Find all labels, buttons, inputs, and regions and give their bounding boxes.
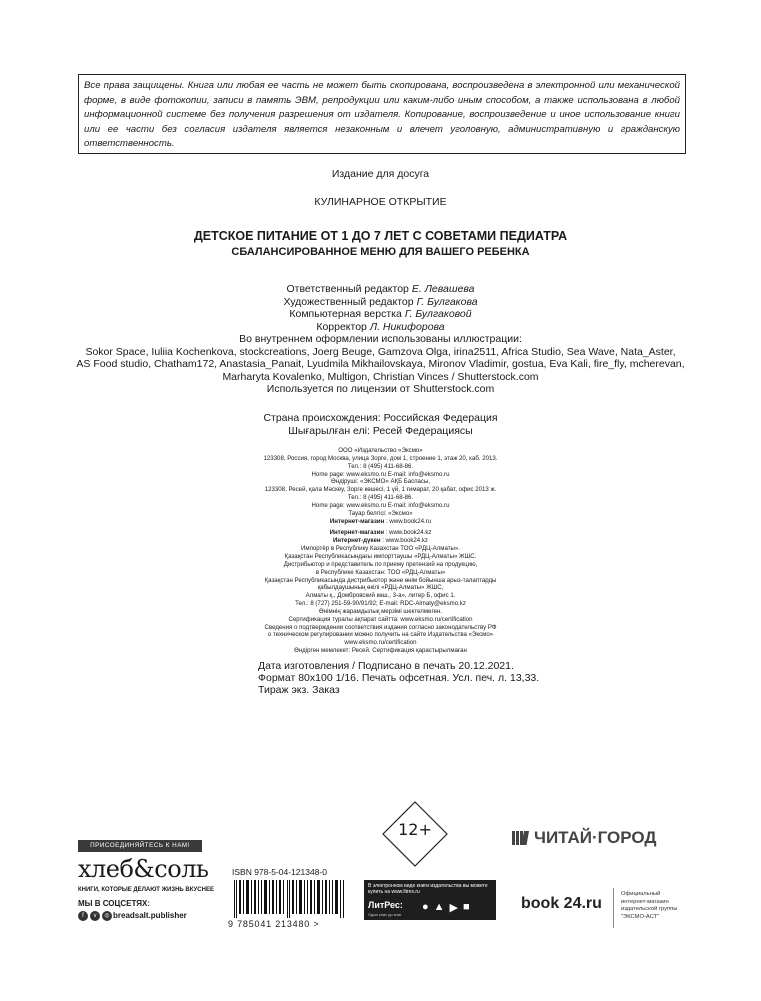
publisher-line (0, 455, 761, 463)
facebook-icon: f (78, 911, 88, 921)
publisher-line (0, 478, 761, 486)
brand-logo: хлеб&соль (78, 855, 209, 883)
credit-row (0, 283, 761, 296)
litres-line: В электронном виде книги издательства вы можете (368, 883, 488, 889)
litres-tagline: Один клик до книг (368, 912, 402, 917)
publisher-line-text: Тел.: 8 (495) 411-68-86. (347, 462, 414, 470)
publisher-line (0, 529, 761, 537)
publisher-line-text: Алматы қ., Домбровский көш., 3-а», литер Б, офис 1. (305, 592, 456, 600)
publisher-line-text: Қазақстан Республикасында дистрибьютор және өнім бойынша арыз-талаптарды (264, 576, 497, 584)
publisher-line-text: Импортёр в Республику Казахстан ТОО «РДЦ-Алматы». (301, 545, 460, 553)
credit-row (0, 296, 761, 309)
android-icon: ▲ (433, 901, 445, 913)
credit-row (0, 308, 761, 321)
publisher-line (0, 639, 761, 647)
publisher-line-text: Home page: www.eksmo.ru E-mail: info@eksmo.ru (311, 470, 450, 478)
print-format: Формат 80x100 1/16. Печать офсетная. Усл. печ. л. 13,33. (258, 672, 540, 685)
shop-text-line: интернет-магазин (621, 898, 669, 905)
copyright-notice: Все права защищены. Книга или любая ее часть не может быть скопирована, воспроизведена в электронной или механической форме, в виде фотокопии, записи в память ЭВМ, репродукции или каким-либо иным способом, а также использована в любой информационной системе без получения разрешения от издателя. Копирование, воспроизведение и иное использование книги или ее части без согласия издателя является незаконным и влечет уголовную, административную и гражданскую ответственность. (78, 74, 686, 154)
credit-name: Г. Булгаковой (404, 308, 472, 321)
illustrations-line: Sokor Space, Iuliia Kochenkova, stockcreations, Joerg Beuge, Gamzova Olga, irina2511, Africa Studio, Sea Wave, Nata_Aster, (85, 345, 676, 358)
publisher-line (0, 569, 761, 577)
credit-row (0, 321, 761, 334)
publisher-line-text: Тел.: 8 (727) 251-59-90/91/92; E-mail: RDC-Almaty@eksmo.kz (295, 600, 466, 608)
book-title: ДЕТСКОЕ ПИТАНИЕ ОТ 1 ДО 7 ЛЕТ С СОВЕТАМИ ПЕДИАТРА (193, 229, 568, 243)
illustrations-license: Используется по лицензии от Shutterstock.com (266, 383, 495, 396)
publisher-line (0, 584, 761, 592)
publisher-line (0, 447, 761, 455)
social-icons (78, 911, 112, 921)
publisher-line-text: Қазақстан Республикасындағы импорттаушы «РДЦ-Алматы» ЖШС. (284, 552, 477, 560)
credit-name: Е. Левашева (411, 283, 475, 295)
platform-icons (422, 901, 470, 914)
illustrations-line: Marharyta Kovalenko, Multigon, Christian Vinces / Shutterstock.com (222, 370, 539, 383)
print-run: Тираж экз. Заказ (258, 684, 340, 697)
publisher-line (0, 494, 761, 502)
litres-logo: ЛитРес: (368, 900, 403, 910)
publisher-info (0, 447, 761, 655)
publisher-line (0, 624, 761, 632)
publisher-line (0, 537, 761, 545)
print-info (258, 660, 539, 697)
edition-type: Издание для досуга (331, 168, 430, 180)
publisher-line (0, 561, 761, 569)
publisher-line-text: www.eksmo.ru/certification (344, 639, 417, 647)
publisher-line (0, 647, 761, 655)
publisher-line (0, 510, 761, 518)
credit-role: Ответственный редактор (286, 283, 409, 295)
age-rating: 12+ (398, 820, 432, 839)
credit-role: Корректор (316, 320, 367, 333)
instagram-icon: ◎ (102, 911, 112, 921)
origin-line: Шығарылған елі: Ресей Федерациясы (288, 424, 473, 437)
divider (613, 888, 614, 928)
publisher-line (0, 518, 761, 526)
publisher-line-label: Интернет-магазин (329, 529, 384, 537)
credits-block (0, 283, 761, 333)
shop-text-line: издательской группы (621, 906, 678, 912)
publisher-line (0, 463, 761, 471)
windows-icon: ■ (463, 901, 470, 913)
publisher-line-text: Тел.: 8 (495) 411-68-86. (347, 494, 414, 502)
publisher-line (0, 616, 761, 624)
publisher-line-label: Интернет-магазин (329, 517, 385, 525)
publisher-line-text: : www.book24.kz (380, 537, 428, 545)
shop-text-line: "ЭКСМО-АСТ" (621, 913, 660, 920)
publisher-line (0, 577, 761, 585)
publisher-line-text: о техническом регулировании можно получить на сайте Издательства «Эксмо» (267, 631, 494, 639)
book24-logo: book 24.ru (521, 895, 602, 912)
litres-line: купить на www.litres.ru (368, 889, 420, 895)
chitai-gorod-logo (512, 828, 657, 848)
publisher-line-text: Сертификация туралы ақпарат сайтта: www.eksmo.ru/certification (288, 615, 473, 623)
publisher-line (0, 631, 761, 639)
publisher-line-text: Home page: www.eksmo.ru E-mail: info@eksmo.ru (311, 501, 450, 509)
credit-role: Художественный редактор (283, 295, 414, 308)
brand-slogan: КНИГИ, КОТОРЫЕ ДЕЛАЮТ ЖИЗНЬ ВКУСНЕЕ (78, 887, 214, 893)
publisher-line-text: 123308, Ресей, қала Мәскеу, Зорге көшесі, 1 үй, 1 ғимарат, 20 қабат, офис 2013 ж. (264, 486, 497, 494)
credit-role: Компьютерная верстка (289, 308, 402, 321)
publisher-line-text: Сведения о подтверждении соответствия издания согласно законодательству РФ (264, 623, 497, 631)
isbn: ISBN 978-5-04-121348-0 (232, 867, 327, 877)
chitai-gorod-text: ЧИТАЙ·ГОРОД (534, 828, 657, 847)
publisher-line (0, 608, 761, 616)
publisher-line-text: Өндіруші: «ЭКСМО» АҚБ Баспасы, (330, 478, 431, 486)
credit-name: Г. Булгакова (416, 295, 478, 308)
litres-banner[interactable] (364, 880, 496, 920)
origin-line: Страна происхождения: Российская Федерация (263, 412, 498, 424)
publisher-line-text: Өндірген мемлекет: Ресей. Сертификация қарастырылмаған (294, 647, 467, 655)
publisher-line-text: в Республике Казахстан: ТОО «РДЦ-Алматы» (315, 568, 446, 576)
official-shop-text (621, 891, 677, 921)
publisher-line-text: 123308, Россия, город Москва, улица Зорге, дом 1, строение 1, этаж 20, каб. 2013. (263, 454, 498, 462)
barcode-digits: 9 785041 213480 > (228, 919, 320, 929)
publisher-line (0, 471, 761, 479)
litres-text (368, 883, 488, 895)
book-subtitle: СБАЛАНСИРОВАННОЕ МЕНЮ ДЛЯ ВАШЕГО РЕБЕНКА (231, 246, 530, 258)
social-heading: МЫ В СОЦСЕТЯХ: (78, 899, 151, 908)
barcode (232, 880, 349, 918)
origin-block (0, 412, 761, 437)
publisher-line-label: Интернет-дүкен (333, 537, 381, 545)
apple-icon: ● (422, 901, 429, 913)
publisher-line (0, 592, 761, 600)
publisher-line (0, 502, 761, 510)
series-name: КУЛИНАРНОЕ ОТКРЫТИЕ (314, 196, 447, 208)
illustrations-heading: Во внутреннем оформлении использованы иллюстрации: (239, 333, 522, 345)
credit-name: Л. Никифорова (369, 320, 445, 333)
join-us-banner: ПРИСОЕДИНЯЙТЕСЬ К НАМ! (78, 840, 202, 852)
publisher-line-text: Дистрибьютор и представитель по приему претензий на продукцию, (283, 560, 478, 568)
publisher-line (0, 486, 761, 494)
publisher-line-text: : www.book24.ru (384, 517, 432, 525)
play-icon: ▶ (449, 902, 459, 914)
publisher-line-text: ООО «Издательство «Эксмо» (338, 447, 423, 454)
publisher-line (0, 545, 761, 553)
illustrations-block (0, 333, 761, 396)
shop-text-line: Официальный (621, 891, 661, 897)
illustrations-line: AS Food studio, Chatham172, Anastasia_Panait, Lyudmila Mikhailovskaya, Mironov Vladimir, gostua, Eva Kali, fire_fly, mcherevan, (76, 358, 685, 371)
publisher-line-text: Тауар белгісі: «Эксмо» (348, 509, 413, 517)
books-icon (512, 831, 530, 845)
print-date: Дата изготовления / Подписано в печать 20.12.2021. (258, 660, 514, 672)
publisher-line (0, 600, 761, 608)
publisher-line-text: Өнімнің жарамдылық мерзімі шектелмеген. (319, 607, 442, 615)
social-handle: breadsalt.publisher (113, 911, 187, 920)
vk-icon: v (90, 911, 100, 921)
publisher-line-text: : www.book24.kz (384, 529, 432, 537)
publisher-line (0, 553, 761, 561)
publisher-line-text: қабылдаушының өкілі «РДЦ-Алматы» ЖШС, (317, 584, 444, 592)
